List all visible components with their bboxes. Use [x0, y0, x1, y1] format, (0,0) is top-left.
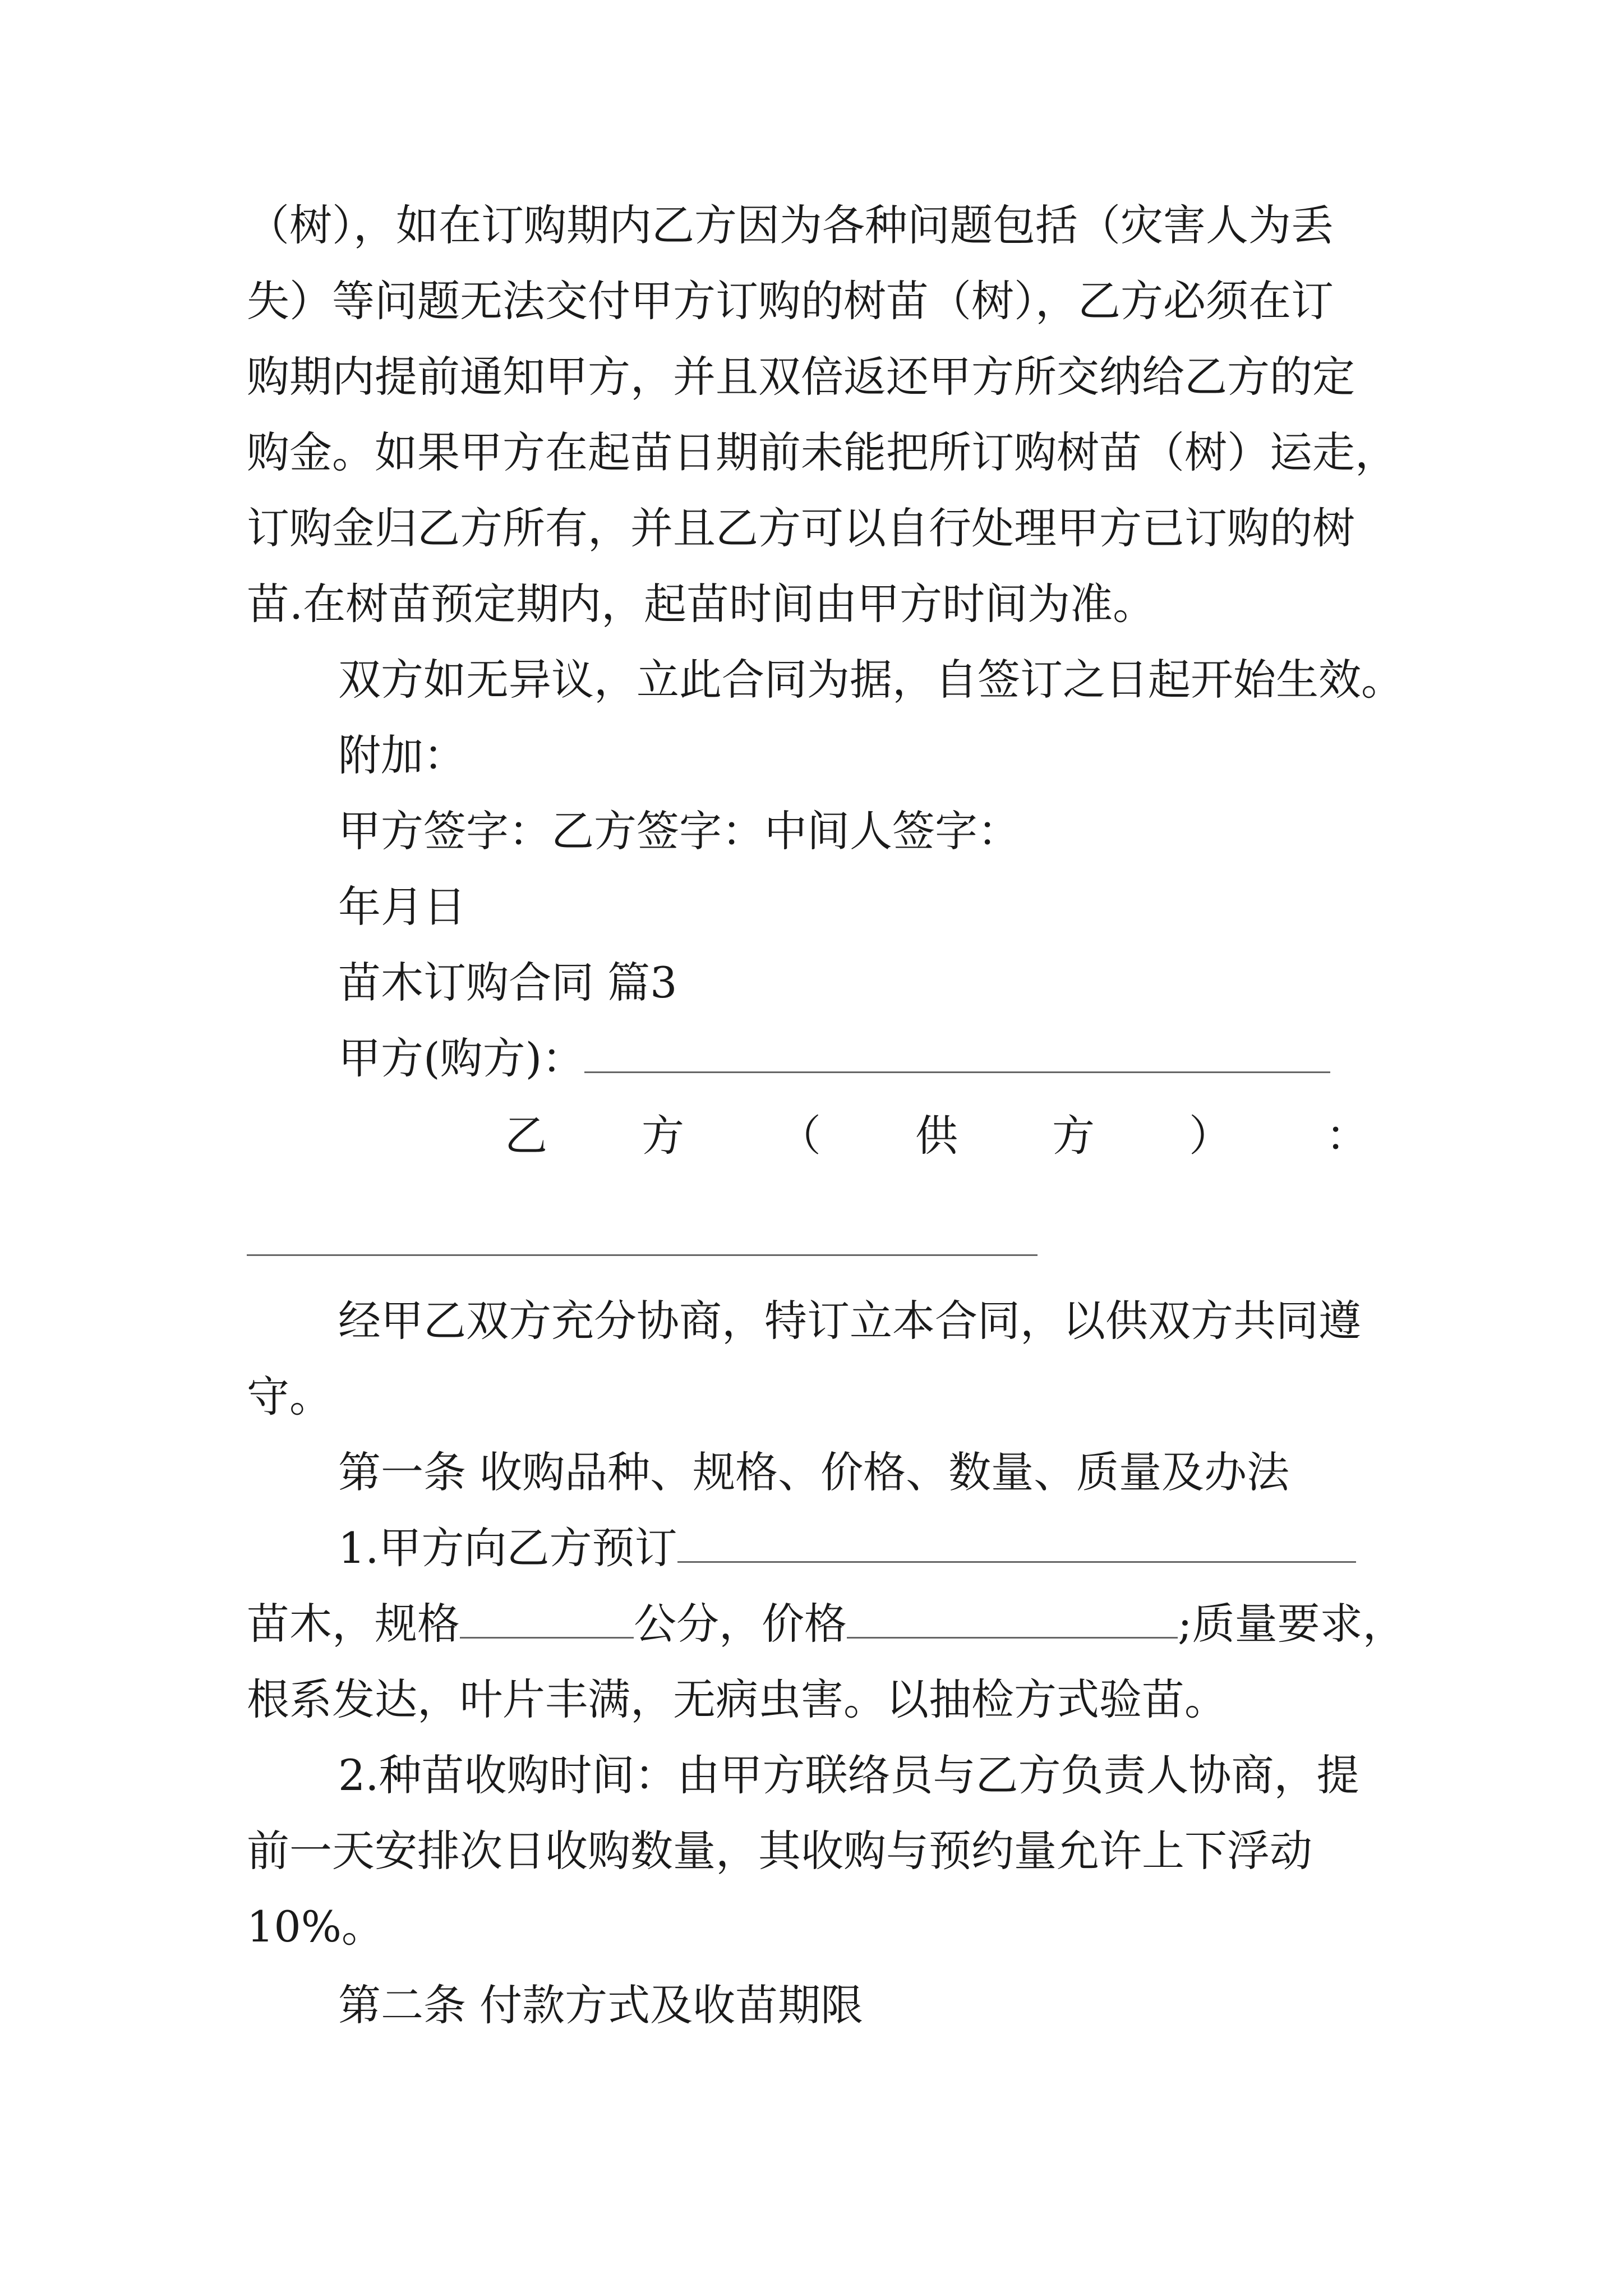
- item-1-line: [338, 1520, 1356, 1576]
- signature-labels: 甲方签字：乙方签字：中间人签字：: [338, 806, 1020, 856]
- item-1-price-label: 公分，价格: [634, 1599, 847, 1649]
- date-line: 年月日: [338, 882, 466, 932]
- article-2-title: 第二条 付款方式及收苗期限: [338, 1980, 864, 2030]
- item-2-line: 前一天安排次日收购数量，其收购与预约量允许上下浮动: [247, 1826, 1312, 1876]
- item-2-line: 2.种苗收购时间：由甲方联络员与乙方负责人协商，提: [338, 1750, 1359, 1800]
- item-1-prefix: 1.甲方向乙方预订: [338, 1523, 677, 1573]
- item-1-quality-line: 根系发达，叶片丰满，无病虫害。以抽检方式验苗。: [247, 1674, 1227, 1724]
- intro-line: 守。: [247, 1372, 332, 1421]
- appendix-label: 附加：: [338, 730, 466, 780]
- variety-blank[interactable]: [677, 1524, 1356, 1563]
- price-blank[interactable]: [847, 1600, 1178, 1639]
- party-a-blank[interactable]: [584, 1034, 1330, 1073]
- party-b-char: 供: [915, 1111, 958, 1161]
- paragraph-line: 苗.在树苗预定期内，起苗时间由甲方时间为准。: [247, 579, 1156, 629]
- paragraph-line: 订购金归乙方所有，并且乙方可以自行处理甲方已订购的树: [247, 503, 1355, 553]
- party-a-line: [338, 1030, 1330, 1087]
- party-b-char: 方: [642, 1111, 684, 1161]
- paragraph-line: （树），如在订购期内乙方因为各种问题包括（灾害人为丢: [247, 200, 1334, 250]
- item-1-spec-line: [247, 1596, 1405, 1652]
- item-2-line: 10%。: [247, 1902, 384, 1952]
- spec-blank[interactable]: [460, 1600, 634, 1639]
- party-b-char: ）: [1189, 1111, 1232, 1161]
- party-b-line: [505, 1108, 1368, 1164]
- party-b-char: （: [778, 1111, 821, 1161]
- party-b-blank[interactable]: [247, 1254, 1038, 1256]
- item-1-spec-label: 苗木，规格: [247, 1599, 460, 1649]
- paragraph-line: 失）等问题无法交付甲方订购的树苗（树），乙方必须在订: [247, 276, 1334, 326]
- article-1-title: 第一条 收购品种、规格、价格、数量、质量及办法: [338, 1447, 1290, 1497]
- party-b-char: ：: [1326, 1111, 1368, 1161]
- paragraph-line: 购期内提前通知甲方，并且双倍返还甲方所交纳给乙方的定: [247, 352, 1355, 402]
- intro-line: 经甲乙双方充分协商，特订立本合同，以供双方共同遵: [338, 1296, 1361, 1346]
- section-title: 苗木订购合同 篇3: [338, 958, 677, 1007]
- party-b-char: 乙: [505, 1111, 547, 1161]
- item-1-quality-label: ;质量要求，: [1178, 1599, 1405, 1649]
- paragraph-line: 购金。如果甲方在起苗日期前未能把所订购树苗（树）运走，: [247, 427, 1398, 477]
- party-b-char: 方: [1052, 1111, 1095, 1161]
- party-a-label: 甲方(购方)：: [338, 1033, 585, 1083]
- effective-clause: 双方如无异议，立此合同为据，自签订之日起开始生效。: [338, 655, 1404, 705]
